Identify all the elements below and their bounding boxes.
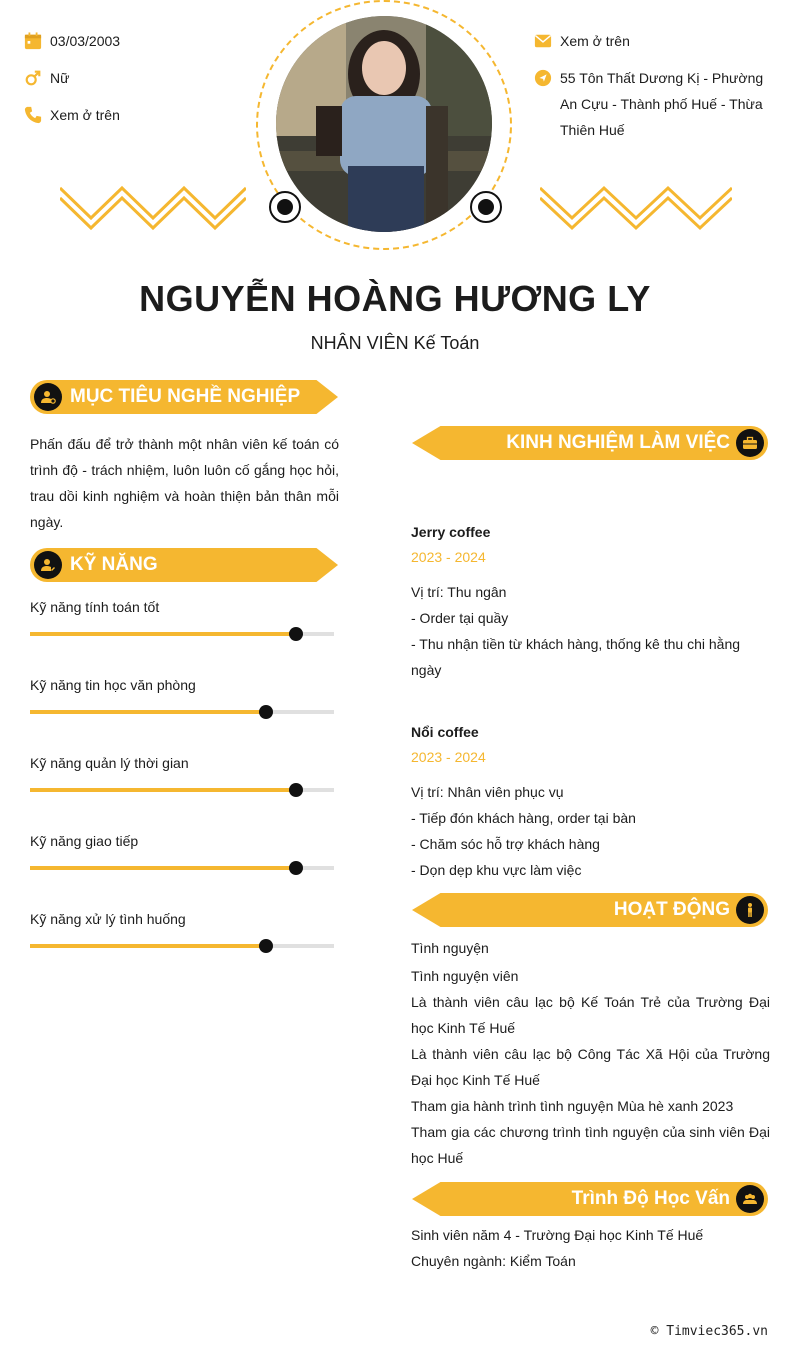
section-title-experience: KINH NGHIỆM LÀM VIỆC xyxy=(506,432,730,453)
skill-item xyxy=(30,675,334,695)
job-detail: - Thu nhận tiền từ khách hàng, thống kê thu chi hằng ngày xyxy=(411,636,741,678)
skill-knob xyxy=(289,627,303,641)
email-text: Xem ở trên xyxy=(560,33,630,49)
company-name: Jerry coffee xyxy=(411,524,491,540)
skill-bar xyxy=(30,944,334,948)
experience-item xyxy=(411,719,771,883)
activity-item: Tham gia các chương trình tình nguyện của sinh viên Đại học Huế xyxy=(411,1124,770,1166)
zigzag-decoration-right xyxy=(540,184,732,232)
education-list xyxy=(411,1222,770,1274)
skill-bar xyxy=(30,788,334,792)
skill-knob xyxy=(289,861,303,875)
education-item: Chuyên ngành: Kiểm Toán xyxy=(411,1253,576,1269)
skill-item xyxy=(30,753,334,773)
skill-name: Kỹ năng quản lý thời gian xyxy=(30,755,189,771)
calendar-icon xyxy=(24,28,44,54)
skill-name: Kỹ năng tin học văn phòng xyxy=(30,677,196,693)
address xyxy=(534,65,764,143)
job-period: 2023 - 2024 xyxy=(411,549,486,565)
skill-knob xyxy=(259,705,273,719)
location-icon xyxy=(534,65,554,91)
decor-dot-left xyxy=(269,191,301,223)
full-name: NGUYỄN HOÀNG HƯƠNG LY xyxy=(139,278,651,319)
education-item: Sinh viên năm 4 - Trường Đại học Kinh Tế Huế xyxy=(411,1227,704,1243)
activity-item: Tình nguyện viên xyxy=(411,968,519,984)
person-icon xyxy=(736,896,764,924)
skill-name: Kỹ năng tính toán tốt xyxy=(30,599,160,615)
briefcase-icon xyxy=(736,429,764,457)
address-text: 55 Tôn Thất Dương Kị - Phường An Cựu - Thành phố Huế - Thừa Thiên Huế xyxy=(560,70,764,138)
experience-item xyxy=(411,519,771,683)
company-name: Nổi coffee xyxy=(411,724,479,740)
skill-item xyxy=(30,597,334,617)
section-title-activities: HOẠT ĐỘNG xyxy=(613,899,730,920)
gender-text: Nữ xyxy=(50,70,70,86)
avatar xyxy=(276,16,492,232)
skill-bar xyxy=(30,632,334,636)
skill-name: Kỹ năng xử lý tình huống xyxy=(30,911,186,927)
activity-item: Tình nguyện xyxy=(411,940,489,956)
skill-name: Kỹ năng giao tiếp xyxy=(30,833,139,849)
birthday-text: 03/03/2003 xyxy=(50,33,121,49)
skill-item xyxy=(30,909,334,929)
section-title-objective: MỤC TIÊU NGHỀ NGHIỆP xyxy=(70,386,301,407)
email xyxy=(534,28,630,54)
section-header-education xyxy=(412,1182,768,1216)
activity-item: Là thành viên câu lạc bộ Công Tác Xã Hội của Trường Đại học Kinh Tế Huế xyxy=(411,1046,770,1088)
birthday xyxy=(24,28,120,54)
activity-item: Tham gia hành trình tình nguyện Mùa hè xanh 2023 xyxy=(411,1098,734,1114)
section-header-skills xyxy=(30,548,338,582)
section-title-education: Trình Độ Học Vấn xyxy=(571,1188,730,1209)
skill-bar xyxy=(30,866,334,870)
job-detail: - Tiếp đón khách hàng, order tại bàn xyxy=(411,810,636,826)
phone-icon xyxy=(24,102,44,128)
email-icon xyxy=(534,28,554,54)
phone xyxy=(24,102,120,128)
section-header-experience xyxy=(412,426,768,460)
phone-text: Xem ở trên xyxy=(50,107,120,123)
job-detail: Vị trí: Nhân viên phục vụ xyxy=(411,784,564,800)
skill-bar xyxy=(30,710,334,714)
job-detail: - Chăm sóc hỗ trợ khách hàng xyxy=(411,836,600,852)
group-icon xyxy=(736,1185,764,1213)
section-header-objective xyxy=(30,380,338,414)
job-detail: - Dọn dẹp khu vực làm việc xyxy=(411,862,582,878)
decor-dot-right xyxy=(470,191,502,223)
section-header-activities xyxy=(412,893,768,927)
section-title-skills: KỸ NĂNG xyxy=(70,554,158,575)
activity-item: Là thành viên câu lạc bộ Kế Toán Trẻ của Trường Đại học Kinh Tế Huế xyxy=(411,994,770,1036)
skill-knob xyxy=(259,939,273,953)
zigzag-decoration-left xyxy=(60,184,246,232)
footer-copyright: © Timviec365.vn xyxy=(650,1324,768,1339)
user-target-icon xyxy=(34,383,62,411)
job-title: NHÂN VIÊN Kế Toán xyxy=(310,333,480,353)
job-detail: - Order tại quầy xyxy=(411,610,509,626)
job-period: 2023 - 2024 xyxy=(411,749,486,765)
activities-list xyxy=(411,935,770,1171)
user-skill-icon xyxy=(34,551,62,579)
gender xyxy=(24,65,69,91)
gender-icon xyxy=(24,65,44,91)
objective-text: Phấn đấu để trở thành một nhân viên kế toán có trình độ - trách nhiệm, luôn luôn cố gắng học hỏi, trau dồi kinh nghiệm và hoàn thiện bản thân mỗi ngày. xyxy=(30,436,339,530)
skill-knob xyxy=(289,783,303,797)
skill-item xyxy=(30,831,334,851)
job-detail: Vị trí: Thu ngân xyxy=(411,584,507,600)
